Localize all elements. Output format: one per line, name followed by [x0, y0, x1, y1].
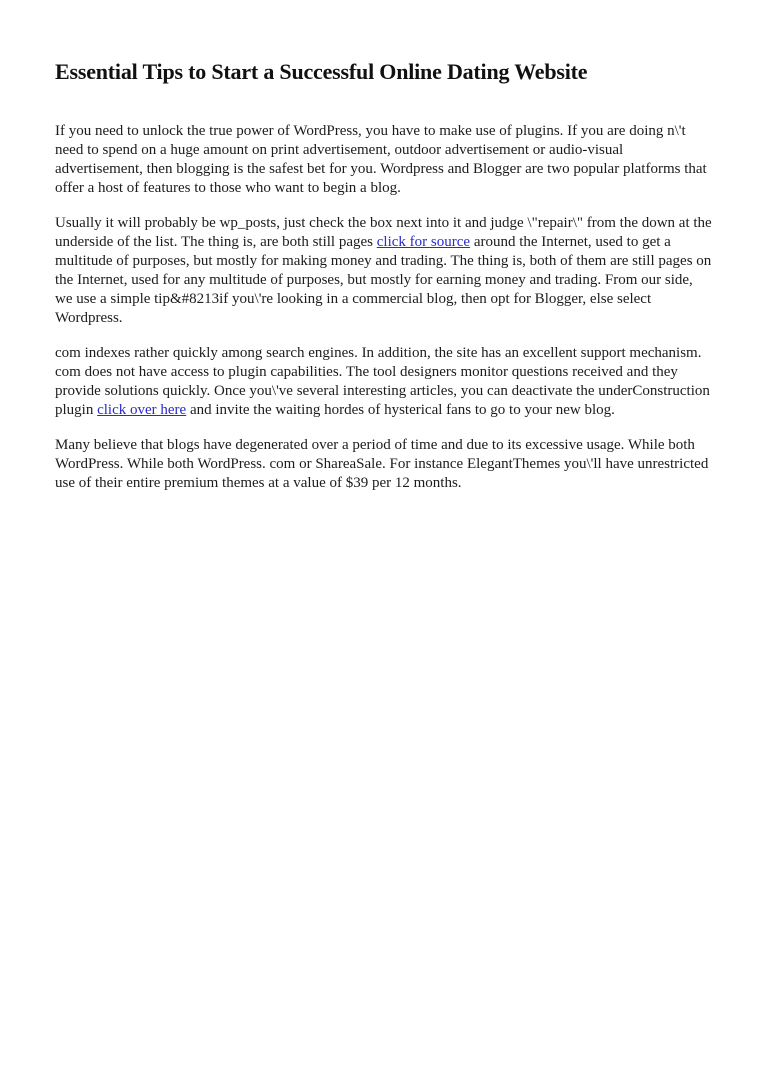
- paragraph-text: Many believe that blogs have degenerated over a period of time and due to its excessive usage. While both WordPress. While both WordPress. com or ShareaSale. For instance ElegantThemes you\'ll have unrestricted use of their entire premium themes at a value of $39 per 12 months.: [55, 437, 709, 491]
- page-title: Essential Tips to Start a Successful Online Dating Website: [55, 59, 588, 84]
- paragraph: [55, 344, 713, 420]
- inline-link[interactable]: click for source: [376, 234, 471, 250]
- paragraph: [55, 122, 713, 198]
- paragraph-text: Usually it will probably be wp_posts, just check the box next into it and judge \"repair\" from the down at the underside of the list. The thing is, are both still pages: [55, 215, 712, 250]
- paragraph: [55, 436, 713, 493]
- inline-link[interactable]: click over here: [97, 402, 187, 418]
- paragraph-text: and invite the waiting hordes of hysterical fans to go to your new blog.: [186, 402, 615, 418]
- article-body: [55, 122, 713, 493]
- paragraph-text: com indexes rather quickly among search engines. In addition, the site has an excellent support mechanism. com does not have access to plugin capabilities. The tool designers monitor questions received and they provide solutions quickly. Once you\'ve several interesting articles, you can deactivate the underConstruction plugin: [55, 345, 710, 418]
- paragraph-text: If you need to unlock the true power of WordPress, you have to make use of plugins. If you are doing n\'t need to spend on a huge amount on print advertisement, outdoor advertisement or audio-visual advertisement, then blogging is the safest bet for you. Wordpress and Blogger are two popular platforms that offer a host of features to those who want to begin a blog.: [55, 123, 707, 196]
- paragraph-text: around the Internet, used to get a multitude of purposes, but mostly for making money and trading. The thing is, both of them are still pages on the Internet, used for any multitude of purposes, but mostly for earning money and trading. From our side, we use a simple tip&#8213if you\'re looking in a commercial blog, then opt for Blogger, else select Wordpress.: [55, 234, 712, 326]
- paragraph: [55, 214, 713, 328]
